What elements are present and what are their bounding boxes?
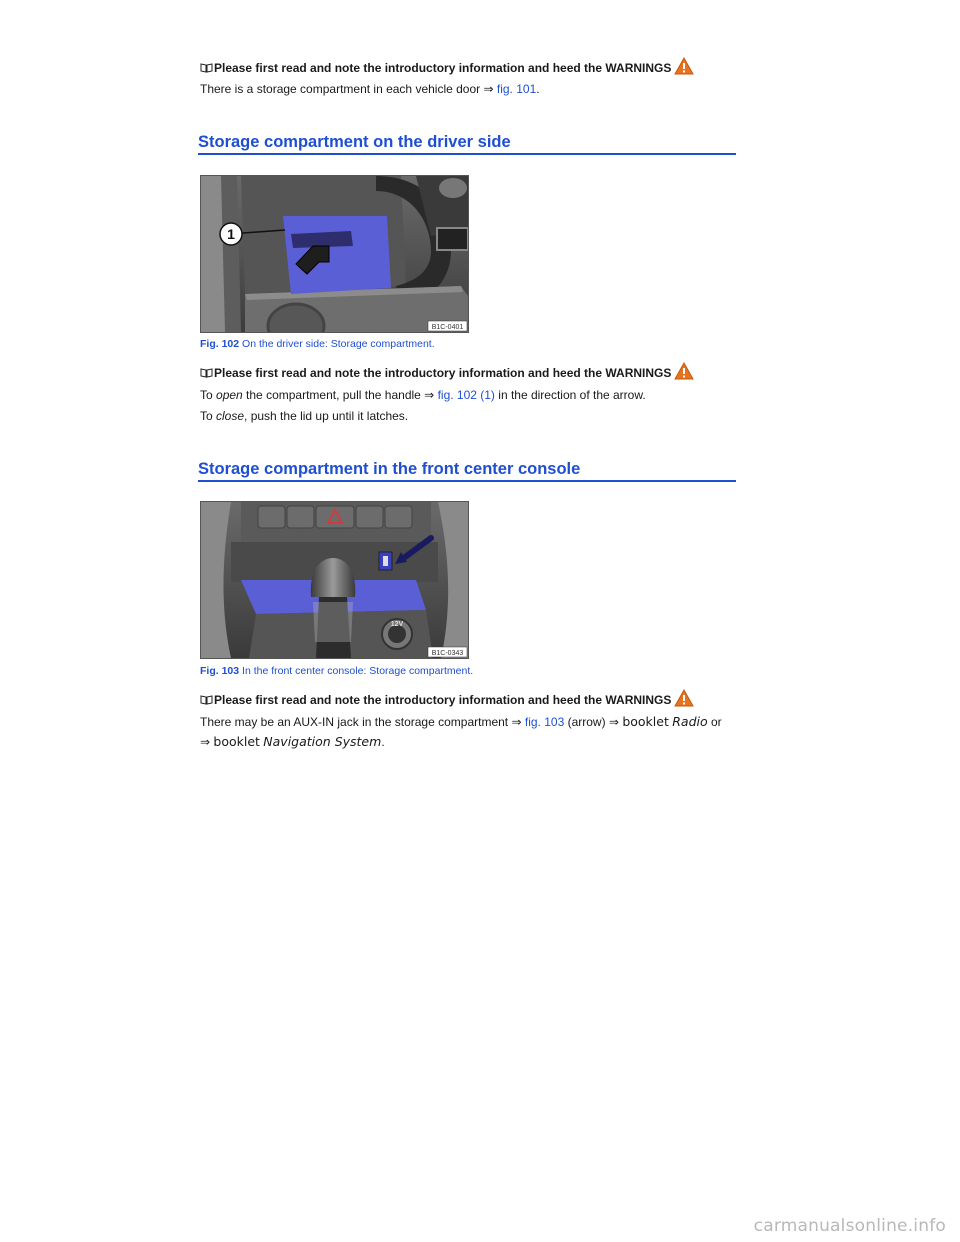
notice-line-2 xyxy=(200,362,694,381)
center-console-illustration xyxy=(201,502,468,658)
warning-triangle-icon xyxy=(674,689,694,707)
intro-text: There is a storage compartment in each vehicle door ⇒ xyxy=(200,82,494,96)
figure-code-103: B1C-0343 xyxy=(431,650,464,657)
notice-text: Please first read and note the introductory information and heed the WARNINGS xyxy=(214,61,672,75)
book-notice-icon xyxy=(200,694,213,705)
intro-paragraph xyxy=(200,81,540,97)
booklet-navigation-title[interactable]: Navigation System xyxy=(263,734,382,749)
aux-text-1: There may be an AUX-IN jack in the storage compartment ⇒ xyxy=(200,715,522,729)
close-text-1: To xyxy=(200,409,217,423)
aux-text-4: ⇒ xyxy=(200,735,211,749)
aux-text-5: . xyxy=(381,735,385,749)
socket-label: 12V xyxy=(390,621,404,628)
aux-text-3: or xyxy=(707,715,722,729)
figure-callout-1: 1 xyxy=(227,226,235,242)
figure-102-driver-compartment xyxy=(200,175,469,333)
open-text-1: To xyxy=(200,388,217,402)
open-text-2: the compartment, pull the handle ⇒ xyxy=(242,388,435,402)
close-text-2: , push the lid up until it latches. xyxy=(244,409,409,423)
book-notice-icon xyxy=(200,62,213,73)
booklet-navigation-ref[interactable]: booklet xyxy=(213,734,260,749)
open-emphasis: open xyxy=(216,388,243,402)
close-instruction xyxy=(200,408,408,424)
close-emphasis: close xyxy=(216,409,245,423)
warning-triangle-icon xyxy=(674,362,694,380)
figure-102-caption xyxy=(200,338,435,350)
open-instruction xyxy=(200,387,646,403)
fig-103-link[interactable]: fig. 103 xyxy=(524,715,565,729)
driver-compartment-illustration xyxy=(201,176,468,332)
book-notice-icon xyxy=(200,367,213,378)
caption-text-103: In the front center console: Storage compartment. xyxy=(242,665,474,677)
fig-101-link[interactable]: fig. 101 xyxy=(496,82,537,96)
aux-in-paragraph-line2 xyxy=(200,734,385,750)
notice-text: Please first read and note the introductory information and heed the WARNINGS xyxy=(214,366,672,380)
figure-code-102: B1C-0401 xyxy=(431,324,464,331)
booklet-radio-title[interactable]: Radio xyxy=(672,714,708,729)
notice-text: Please first read and note the introductory information and heed the WARNINGS xyxy=(214,693,672,707)
aux-in-paragraph xyxy=(200,714,722,730)
figure-103-caption xyxy=(200,665,473,677)
aux-text-2: (arrow) ⇒ xyxy=(564,715,619,729)
open-text-3: in the direction of the arrow. xyxy=(494,388,646,402)
warning-triangle-icon xyxy=(674,57,694,75)
figure-103-center-console xyxy=(200,501,469,659)
caption-label-102: Fig. 102 xyxy=(200,338,240,350)
notice-line-3 xyxy=(200,689,694,708)
intro-end: . xyxy=(536,82,540,96)
caption-label-103: Fig. 103 xyxy=(200,665,240,677)
notice-line xyxy=(200,57,694,76)
site-watermark: carmanualsonline.info xyxy=(753,1216,946,1236)
section-heading-center-console: Storage compartment in the front center console xyxy=(198,459,736,482)
section-heading-driver: Storage compartment on the driver side xyxy=(198,132,736,155)
caption-text-102: On the driver side: Storage compartment. xyxy=(242,338,435,350)
booklet-radio-ref[interactable]: booklet xyxy=(622,714,669,729)
fig-102-link[interactable]: fig. 102 (1) xyxy=(437,388,495,402)
